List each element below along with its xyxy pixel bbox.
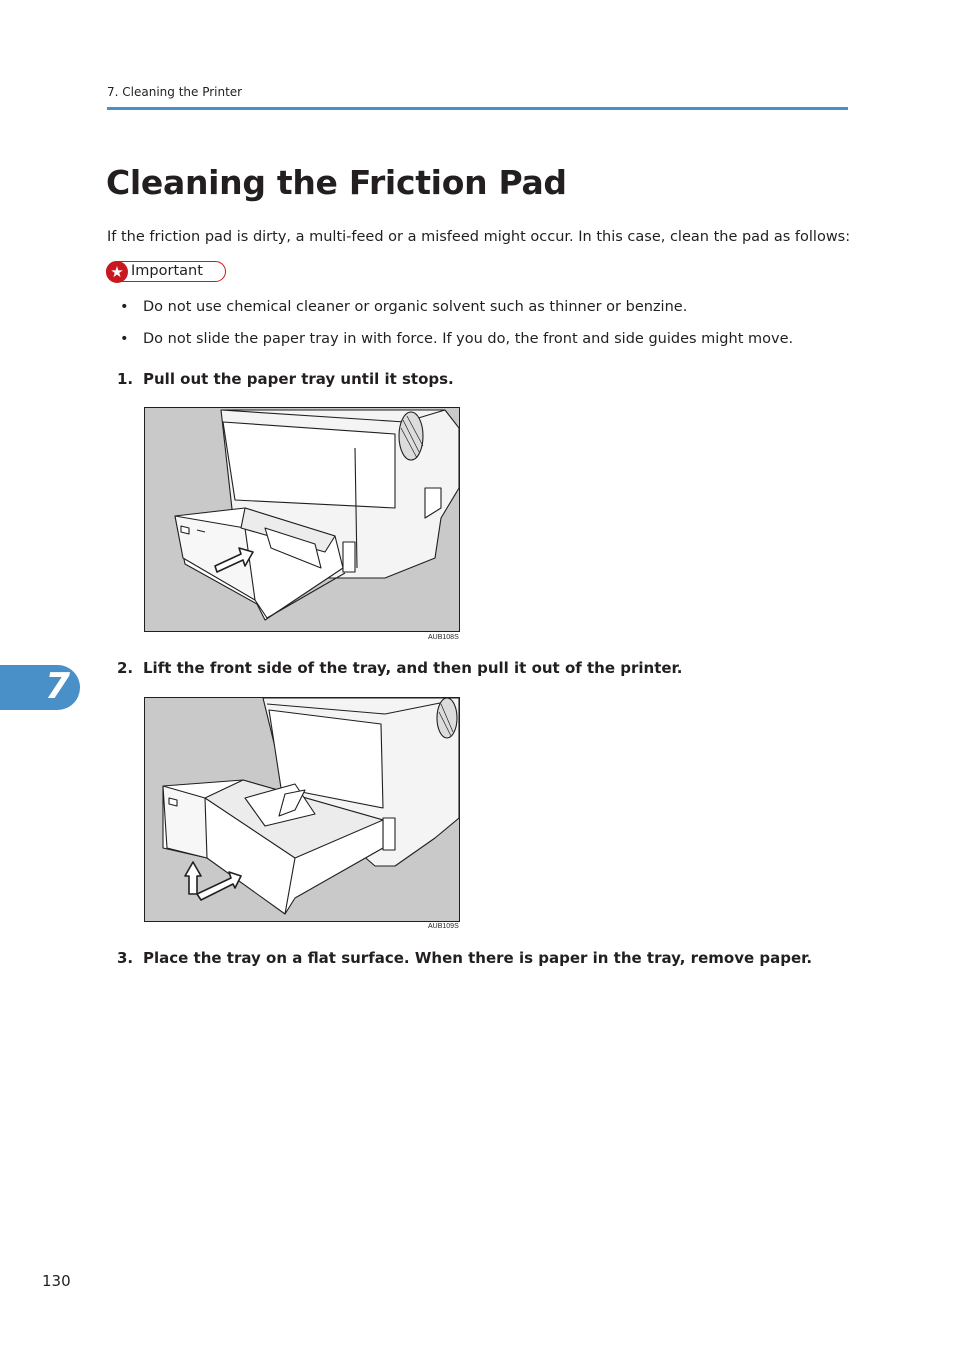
list-item-text: Do not use chemical cleaner or organic solvent such as thinner or benzine. bbox=[143, 299, 688, 315]
step-number: 2. bbox=[117, 659, 134, 677]
bullet-icon: • bbox=[120, 331, 129, 347]
intro-paragraph: If the friction pad is dirty, a multi-feed or a misfeed might occur. In this case, clean the pad as follows: bbox=[107, 229, 851, 245]
star-icon: ★ bbox=[106, 261, 128, 283]
figure-code: AUB109S bbox=[428, 923, 459, 930]
running-header: 7. Cleaning the Printer bbox=[107, 85, 243, 99]
step-number: 1. bbox=[117, 370, 134, 388]
step-text: Lift the front side of the tray, and then pull it out of the printer. bbox=[143, 659, 683, 677]
chapter-tab bbox=[0, 665, 80, 710]
list-item-text: Do not slide the paper tray in with force. If you do, the front and side guides might move. bbox=[143, 331, 794, 347]
figure-code: AUB108S bbox=[428, 634, 459, 641]
chapter-number: 7 bbox=[45, 666, 71, 707]
header-rule bbox=[107, 107, 848, 110]
step-text: Pull out the paper tray until it stops. bbox=[143, 370, 454, 388]
important-label: Important bbox=[131, 263, 203, 279]
step-number: 3. bbox=[117, 949, 134, 967]
figure-lift-tray bbox=[144, 697, 460, 922]
figure-pull-out-tray bbox=[144, 407, 460, 632]
step-text: Place the tray on a flat surface. When there is paper in the tray, remove paper. bbox=[143, 949, 813, 967]
important-badge bbox=[106, 261, 226, 282]
page-number: 130 bbox=[42, 1272, 71, 1290]
bullet-icon: • bbox=[120, 299, 129, 315]
page-title: Cleaning the Friction Pad bbox=[106, 163, 567, 202]
